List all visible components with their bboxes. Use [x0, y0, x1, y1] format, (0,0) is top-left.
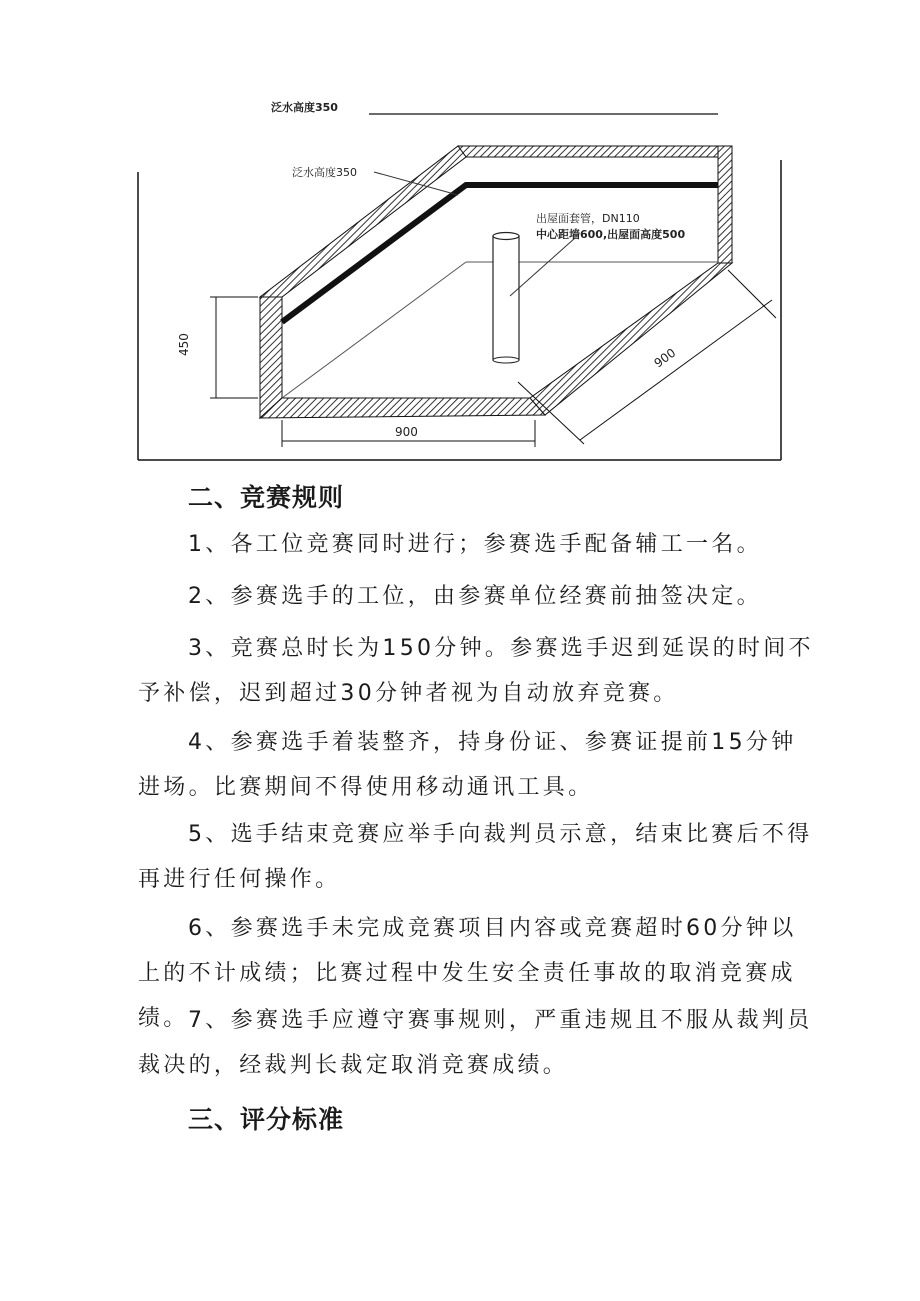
right-front-wall	[530, 263, 732, 415]
back-wall	[458, 146, 718, 157]
dim-side-line	[580, 300, 772, 440]
pipe-note-line2: 中心距墙600,出屋面高度500	[536, 228, 686, 241]
pipe-base	[493, 357, 519, 363]
pipe-note-line1: 出屋面套管，DN110	[536, 212, 640, 225]
pipe-leader	[510, 238, 575, 296]
right-back-wall	[718, 146, 732, 263]
pipe-top	[493, 233, 519, 240]
rule-1: 1、各工位竞赛同时进行；参赛选手配备辅工一名。	[188, 532, 762, 557]
flashing-height-label-small: 泛水高度350	[292, 166, 357, 179]
floor-edge-back	[282, 262, 466, 398]
left-front-wall	[260, 297, 282, 418]
dim-height-label: 450	[177, 333, 191, 356]
pipe-body	[493, 236, 519, 360]
front-wall	[260, 398, 545, 418]
rule-7: 7、参赛选手应遵守赛事规则，严重违规且不服从裁判员裁决的，经裁判长裁定取消竞赛成绩。	[138, 1008, 813, 1078]
rule-2: 2、参赛选手的工位，由参赛单位经赛前抽签决定。	[188, 584, 762, 609]
left-back-wall	[260, 146, 466, 297]
rules-section-title: 二、竞赛规则	[188, 483, 345, 512]
rule-5: 5、选手结束竞赛应举手向裁判员示意，结束比赛后不得再进行任何操作。	[138, 822, 813, 892]
waterproof-basin-diagram	[0, 0, 920, 470]
rule-3: 3、竞赛总时长为150分钟。参赛选手迟到延误的时间不予补偿，迟到超过30分钟者视为自动放弃竞赛。	[138, 636, 814, 706]
rule-6: 6、参赛选手未完成竞赛项目内容或竞赛超时60分钟以上的不计成绩；比赛过程中发生安全责任事故的取消竞赛成绩。	[138, 916, 797, 1031]
dim-front-label: 900	[395, 425, 418, 439]
dim-side-ext-2	[728, 270, 776, 318]
scoring-section-title: 三、评分标准	[188, 1105, 345, 1134]
rule-4: 4、参赛选手着装整齐，持身份证、参赛证提前15分钟进场。比赛期间不得使用移动通讯工具。	[138, 730, 797, 800]
flashing-height-label: 泛水高度350	[271, 101, 338, 114]
dim-side-label: 900	[651, 345, 679, 371]
